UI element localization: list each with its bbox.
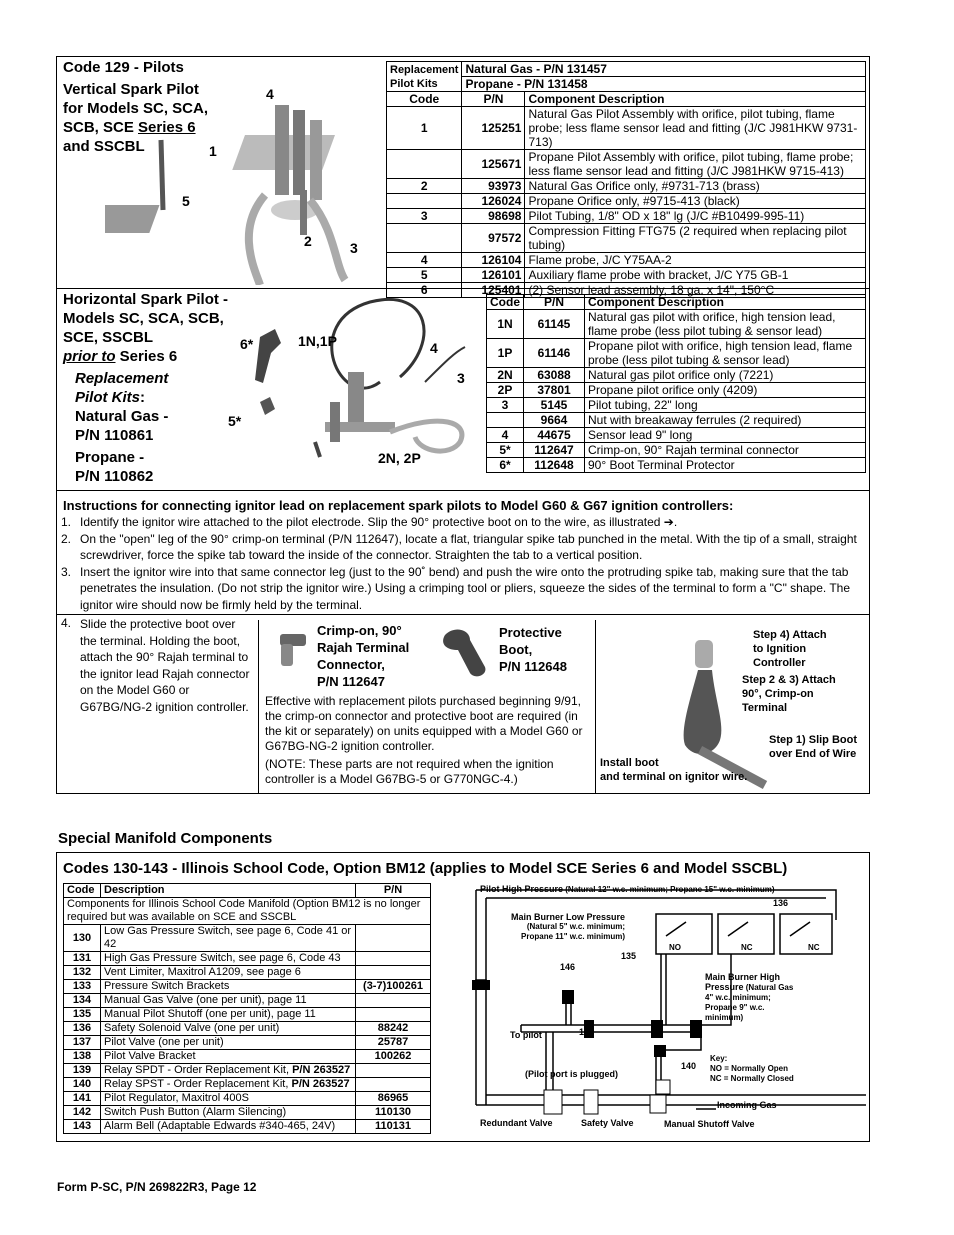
table-row: 6* 112648 90° Boot Terminal Protector xyxy=(487,458,866,473)
horizontal-callout-1n: 1N,1P xyxy=(298,333,337,349)
kit-ng-label: Natural Gas - P/N 131457 xyxy=(462,62,866,77)
step4-label: Step 4) Attach to Ignition Controller xyxy=(753,629,827,669)
horizontal-pilot-illustration xyxy=(230,292,480,482)
label-no: NO xyxy=(669,943,681,952)
note-text: (NOTE: These parts are not required when the ignition controller is a Model G67BG-5 or G770NGC-4.) xyxy=(265,757,554,786)
key-label: Key: NO = Normally Open NC = Normally Closed xyxy=(710,1054,794,1083)
instructions-title: Instructions for connecting ignitor lead on replacement spark pilots to Model G60 & G67 ignition controllers: xyxy=(63,498,734,513)
pilots-title: Code 129 - Pilots xyxy=(63,59,184,76)
table-row: 9664 Nut with breakaway ferrules (2 required) xyxy=(487,413,866,428)
horizontal-callout-5: 5* xyxy=(228,413,242,429)
table-row: 140 Relay SPST - Order Replacement Kit, P/N 263527 xyxy=(64,1078,431,1092)
manifold-title: Codes 130-143 - Illinois School Code, Option BM12 (applies to Model SCE Series 6 and Model SSCBL) xyxy=(63,860,788,877)
plugged-label: (Pilot port is plugged) xyxy=(525,1069,618,1079)
manual-shutoff-label: Manual Shutoff Valve xyxy=(664,1119,755,1129)
horizontal-pilot-title: Horizontal Spark Pilot - Models SC, SCA, SCB, SCE, SSCBL prior to Series 6 xyxy=(63,291,229,365)
effective-text: Effective with replacement pilots purchased beginning 9/91, the crimp-on connector and protective boot are required (in the kit or separately) on units equipped with a Model G60 or G67BG-NG-2 ignition controller. xyxy=(265,694,583,753)
table-row: 125671 Propane Pilot Assembly with orifice, pilot tubing, flame probe; less flame sensor lead and fitting (J/C J981HKW 9715-413) xyxy=(387,150,866,179)
table-row: 2P 37801 Propane pilot orifice only (4209) xyxy=(487,383,866,398)
vertical-callout-2: 2 xyxy=(304,233,312,249)
table-row: 141 Pilot Regulator, Maxitrol 400S 86965 xyxy=(64,1092,431,1106)
table-row: 130 Low Gas Pressure Switch, see page 6, Code 41 or 42 xyxy=(64,925,431,952)
mblp-label: Main Burner Low Pressure (Natural 5" w.c. minimum; Propane 11" w.c. minimum) xyxy=(510,912,625,941)
table-row: 97572 Compression Fitting FTG75 (2 required when replacing pilot tubing) xyxy=(387,224,866,253)
manifold-table: Code Description P/N Components for Illinois School Code Manifold (Option BM12 is no longer required but was available on SCE and SSCBL 130 Low Gas Pressure Switch, see page 6, Code 41 or 42 131 High Gas Pressure Switch, see page 6, Code 43 132 Vent Limiter, Maxitrol A1209, see page 6 133 Pressure Switch Brackets (3-7)100261 134 Manual Gas Valve (one per unit), page 11 135 Manual Pilot Shutoff (one per unit), page 11 136 Safety Solenoid Valve (one per unit) 88242 137 Pilot Valve (one per unit) 25787 138 Pilot Valve Bracket 100262 139 Relay SPDT - Order Replacement Kit, P/N 263527 140 Relay SPST - Order Replacement Kit, P/N 263527 141 Pilot Regulator, Maxitrol 400S 86965 142 Switch Push Button (Alarm Silencing) 110130 143 Alarm Bell (Adaptable Edwards #340-465, 24V) 110131 xyxy=(63,883,431,1134)
redundant-valve-label: Redundant Valve xyxy=(480,1118,553,1128)
table-row: 6 125401 (2) Sensor lead assembly, 18 ga. x 14", 150°C xyxy=(387,283,866,298)
table-row: 142 Switch Push Button (Alarm Silencing) 110130 xyxy=(64,1106,431,1120)
mbhp-label: Main Burner High Pressure (Natural Gas 4" w.c. minimum; Propane 9" w.c. minimum) xyxy=(705,972,794,1022)
protective-boot-icon xyxy=(440,625,495,680)
instructions-vdivider-1 xyxy=(258,620,259,793)
table-row: 5* 112647 Crimp-on, 90° Rajah terminal connector xyxy=(487,443,866,458)
horizontal-callout-3: 3 xyxy=(457,370,465,386)
table-row: 4 44675 Sensor lead 9" long xyxy=(487,428,866,443)
table-row: 136 Safety Solenoid Valve (one per unit) 88242 xyxy=(64,1022,431,1036)
label-nc-1: NC xyxy=(741,943,753,952)
horizontal-table: Code P/N Component Description 1N 61145 Natural gas pilot with orifice, high tension lead, flame probe (less pilot tubing & sensor lead) 1P 61146 Propane pilot with orifice, high tension lead, flame probe (less pilot tubing & sensor lead) 2N 63088 Natural gas pilot orifice only (7221) 2P 37801 Propane pilot orifice only (4209) 3 5145 Pilot tubing, 22" long 9664 Nut with breakaway ferrules (2 required) 4 44675 Sensor lead 9" long 5* 112647 Crimp-on, 90° Rajah terminal connector 6* 112648 90° Boot Terminal Protector xyxy=(486,294,866,473)
table-row: 137 Pilot Valve (one per unit) 25787 xyxy=(64,1036,431,1050)
table-row: 131 High Gas Pressure Switch, see page 6, Code 43 xyxy=(64,952,431,966)
vertical-callout-3: 3 xyxy=(350,240,358,256)
table-row: 5 126101 Auxiliary flame probe with bracket, J/C Y75 GB-1 xyxy=(387,268,866,283)
table-row: 2 93973 Natural Gas Orifice only, #9731-713 (brass) xyxy=(387,179,866,194)
instructions-divider xyxy=(56,614,870,615)
label-nc-2: NC xyxy=(808,943,820,952)
step4: 4. Slide the protective boot over the terminal. Holding the boot, attach the 90° Rajah terminal to the ignitor lead Rajah connector on the Model G60 or G67BG/NG-2 ignition controller. xyxy=(61,616,250,714)
table-row: 126024 Propane Orifice only, #9715-413 (black) xyxy=(387,194,866,209)
table-row: 133 Pressure Switch Brackets (3-7)100261 xyxy=(64,980,431,994)
horizontal-callout-4: 4 xyxy=(430,340,438,356)
boot-label: Protective Boot, P/N 112648 xyxy=(499,625,567,674)
incoming-gas-label: Incoming Gas xyxy=(717,1100,777,1110)
list-item: 1. Identify the ignitor wire attached to the pilot electrode. Slip the 90° protective boot on to the wire, as illustrated ➔. xyxy=(61,515,678,529)
install-label: Install boot and terminal on ignitor wire. xyxy=(600,757,748,783)
page-footer: Form P-SC, P/N 269822R3, Page 12 xyxy=(57,1180,257,1194)
kit-propane-label: Propane - P/N 131458 xyxy=(462,77,866,92)
horizontal-callout-6: 6* xyxy=(240,336,254,352)
horizontal-callout-2n: 2N, 2P xyxy=(378,450,421,466)
table-row: 4 126104 Flame probe, J/C Y75AA-2 xyxy=(387,253,866,268)
table-row: 1P 61146 Propane pilot with orifice, high tension lead, flame probe (less pilot tubing & sensor lead) xyxy=(487,339,866,368)
label-140: 140 xyxy=(681,1061,697,1071)
table-row: 138 Pilot Valve Bracket 100262 xyxy=(64,1050,431,1064)
label-146: 146 xyxy=(560,962,576,972)
crimp-label: Crimp-on, 90° Rajah Terminal Connector, P/N 112647 xyxy=(317,623,410,689)
instructions-vdivider-2 xyxy=(595,620,596,793)
label-135: 135 xyxy=(621,951,637,961)
manifold-section-title: Special Manifold Components xyxy=(58,830,273,847)
vertical-callout-1: 1 xyxy=(209,143,217,159)
vertical-pilot-title: Vertical Spark Pilot for Models SC, SCA, SCB, SCE Series 6 and SSCBL xyxy=(63,81,209,155)
table-row: 2N 63088 Natural gas pilot orifice only (7221) xyxy=(487,368,866,383)
table-row: 134 Manual Gas Valve (one per unit), page 11 xyxy=(64,994,431,1008)
table-row: 1 125251 Natural Gas Pilot Assembly with orifice, pilot tubing, flame probe; less flame sensor lead and fitting (J/C J981HKW 9731-713) xyxy=(387,107,866,150)
vertical-callout-4: 4 xyxy=(266,86,274,102)
table-row: 3 5145 Pilot tubing, 22" long xyxy=(487,398,866,413)
instructions-list xyxy=(58,514,864,613)
table-row: 143 Alarm Bell (Adaptable Edwards #340-465, 24V) 110131 xyxy=(64,1120,431,1134)
table-row: 1N 61145 Natural gas pilot with orifice, high tension lead, flame probe (less pilot tubing & sensor lead) xyxy=(487,310,866,339)
vertical-pilot-illustration xyxy=(105,80,380,285)
manifold-intro: Components for Illinois School Code Manifold (Option BM12 is no longer required but was available on SCE and SSCBL xyxy=(64,898,431,925)
list-item: 3. Insert the ignitor wire into that same connector leg (just to the 90˚ bend) and push the wire onto the protruding spike tab, making sure that the tab penetrates the insulation. (Do not strip the ignitor wire.) Using a crimping tool or pliers, squeeze the sides of the terminal to form a "C" shape. The ignitor wire should now be firmly held by the terminal. xyxy=(61,564,851,612)
table-row: 139 Relay SPDT - Order Replacement Kit, P/N 263527 xyxy=(64,1064,431,1078)
crimp-terminal-icon xyxy=(275,630,315,670)
list-item: 2. On the "open" leg of the 90° crimp-on terminal (P/N 112647), locate a flat, triangular spike tab punched in the metal. With the tip of a small, straight screwdriver, force the spike tab toward the inside of the connector. Straighten the tab to a vertical position. xyxy=(61,531,857,562)
php-label: Pilot High Pressure (Natural 12" w.c. minimum; Propane 15" w.c. minimum) xyxy=(480,884,775,894)
vertical-kit-table: Replacement Pilot Kits Natural Gas - P/N 131457 Propane - P/N 131458 Code P/N Component Description 1 125251 Natural Gas Pilot Assembly with orifice, pilot tubing, flame probe; less flame sensor lead and fitting (J/C J981HKW 9731-713) 125671 Propane Pilot Assembly with orifice, pilot tubing, flame probe; less flame sensor lead and fitting (J/C J981HKW 9715-413) 2 93973 Natural Gas Orifice only, #9731-713 (brass) 126024 Propane Orifice only, #9715-413 (black) 3 98698 Pilot Tubing, 1/8" OD x 18" lg (J/C #B10499-995-11) 97572 Compression Fitting FTG75 (2 required when replacing pilot tubing) 4 126104 Flame probe, J/C Y75AA-2 5 126101 Auxiliary flame probe with bracket, J/C Y75 GB-1 6 125401 (2) Sensor lead assembly, 18 ga. x 14", 150°C xyxy=(386,61,866,298)
step23-label: Step 2 & 3) Attach 90°, Crimp-on Terminal xyxy=(742,674,836,714)
table-row: 132 Vent Limiter, Maxitrol A1209, see page 6 xyxy=(64,966,431,980)
safety-valve-label: Safety Valve xyxy=(581,1118,634,1128)
label-142: 142 xyxy=(579,1027,595,1037)
horizontal-kits: Replacement Pilot Kits: Natural Gas - P/N 110861 Propane - P/N 110862 xyxy=(75,370,169,485)
step1-label: Step 1) Slip Boot over End of Wire xyxy=(769,734,857,760)
pilots-divider-2 xyxy=(56,490,870,491)
label-136: 136 xyxy=(773,898,789,908)
table-row: 135 Manual Pilot Shutoff (one per unit), page 11 xyxy=(64,1008,431,1022)
table-row: 3 98698 Pilot Tubing, 1/8" OD x 18" lg (J/C #B10499-995-11) xyxy=(387,209,866,224)
to-pilot-label: To pilot xyxy=(510,1030,542,1040)
vertical-callout-5: 5 xyxy=(182,193,190,209)
